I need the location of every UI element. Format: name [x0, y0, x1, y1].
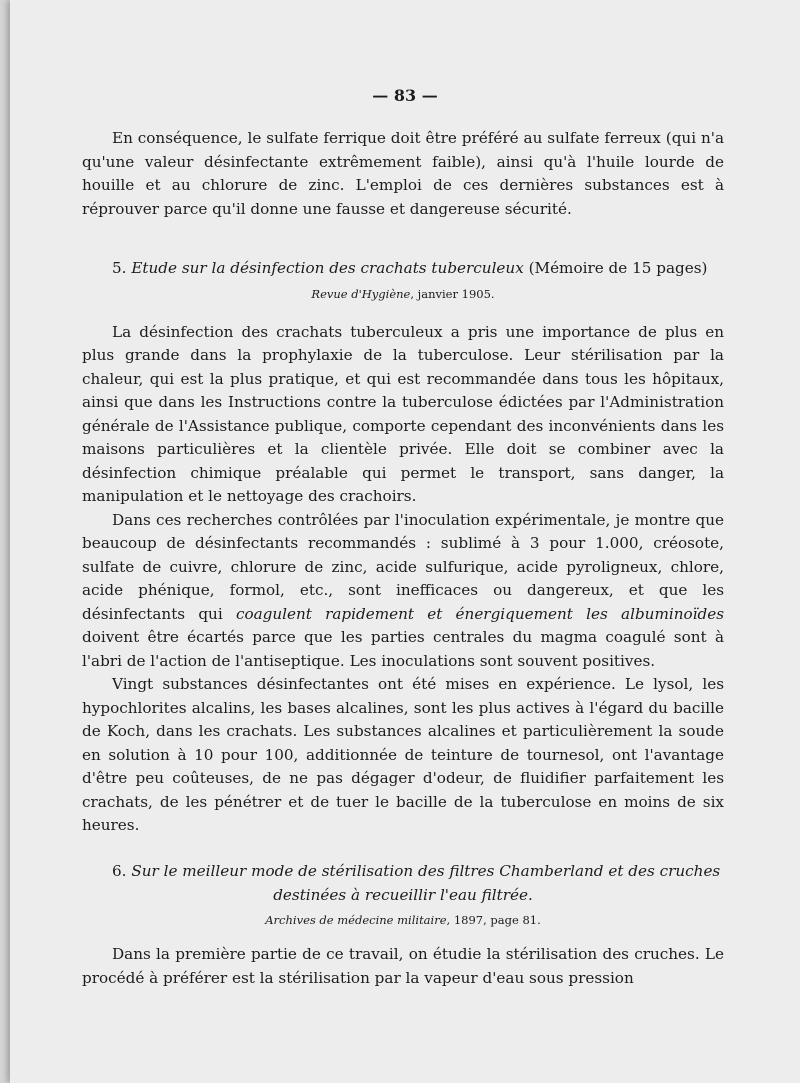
section-6-source-date: , 1897, page 81. — [446, 913, 541, 927]
page-number: — 83 — — [372, 86, 438, 105]
section-6-title-line2: destinées à recueillir l'eau filtrée. — [273, 885, 533, 904]
section-5-paragraph-2 — [82, 509, 724, 674]
section-5 — [82, 257, 724, 838]
section-6-title-line1: Sur le meilleur mode de stérilisation des filtres Chamberland et des cruches — [131, 862, 721, 880]
section-5-paragraph-1: La désinfection des crachats tuberculeux a pris une importance de plus en plus grande dans la prophylaxie de la tuberculose. Leur stérilisation par la chaleur, qui est la plus pratique, et qui est recommandée dans tous les hôpitaux, ainsi que dans les Instructions contre la tuberculose édictées par l'Administration générale de l'Assistance publique, comporte cependant des inconvénients dans les maisons particulières et la clientèle privée. Elle doit se combiner avec la désinfection chimique préalable qui permet le transport, sans danger, la manipulation et le nettoyage des crachoirs. — [82, 322, 724, 505]
section-5-p2-end: doivent être écartés parce que les parties centrales du magma coagulé sont à l'abri de l'action de l'antiseptique. Les inoculations sont souvent positives. — [82, 628, 724, 670]
section-5-paragraph-3: Vingt substances désinfectantes ont été mises en expérience. Le lysol, les hypochlorites alcalins, les bases alcalines, sont les plus actives à l'égard du bacille de Koch, dans les crachats. Les substances alcalines et particulièrement la soude en solution à 10 pour 100, additionnée de teinture de tournesol, ont l'avantage d'être peu coûteuses, de ne pas dégager d'odeur, de fluidifier parfaitement les crachats, de les pénétrer et de tuer le bacille de la tuberculose en moins de six heures. — [82, 675, 724, 834]
section-6-number: 6. — [112, 862, 127, 880]
section-5-source-title: Revue d'Hygiène — [311, 286, 411, 301]
section-6 — [82, 860, 724, 990]
section-5-note: (Mémoire de 15 pages) — [528, 259, 708, 277]
section-5-source-date: , janvier 1905. — [410, 286, 495, 301]
document-page — [10, 0, 800, 1083]
section-5-title: Etude sur la désinfection des crachats tuberculeux — [131, 259, 524, 277]
section-6-paragraph-1: Dans la première partie de ce travail, on étudie la stérilisation des cruches. Le procédé à préférer est la stérilisation par la vapeur d'eau sous pression — [82, 945, 724, 987]
section-5-p2-italic: coagulent rapidement et énergiquement les albuminoïdes — [235, 604, 724, 623]
section-5-number: 5. — [112, 259, 127, 277]
intro-paragraph: En conséquence, le sulfate ferrique doit être préféré au sulfate ferreux (qui n'a qu'une valeur désinfectante extrêmement faible), ainsi qu'à l'huile lourde de houille et au chlorure de zinc. L'emploi de ces dernières substances est à réprouver parce qu'il donne une fausse et dangereuse sécurité. — [82, 129, 724, 218]
section-6-source-title: Archives de médecine militaire — [265, 913, 447, 927]
section-6-source — [82, 911, 724, 929]
intro-block — [82, 127, 724, 221]
section-5-source — [82, 285, 724, 303]
section-6-heading — [82, 860, 724, 907]
section-5-heading — [82, 257, 724, 281]
section-5-p2-start: Dans ces recherches contrôlées par l'inoculation expérimentale, je montre que beaucoup de désinfectants recommandés : sublimé à 3 pour 1.000, créosote, sulfate de cuivre, chlorure de zinc, acide sulfurique, acide pyroligneux, chlore, acide phénique, formol, etc., sont inefficaces ou dangereux, et que les désinfectants qui — [82, 510, 724, 623]
